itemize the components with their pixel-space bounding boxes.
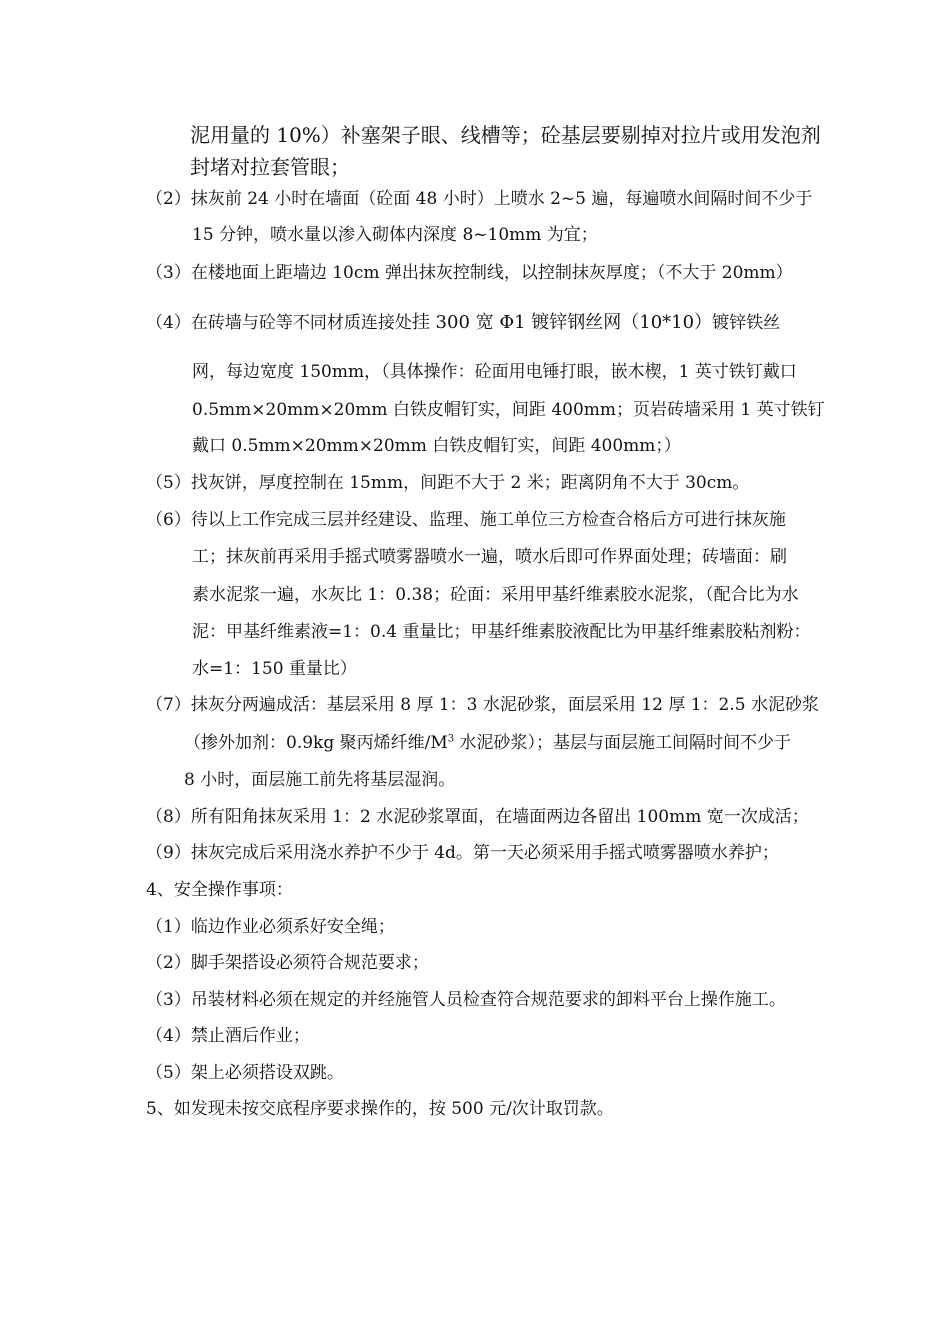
item-5: （5）找灰饼，厚度控制在 15mm，间距不大于 2 米；距离阴角不大于 30cm。: [146, 473, 750, 493]
item-6-line-4: 泥：甲基纤维素液=1：0.4 重量比；甲基纤维素胶液配比为甲基纤维素胶粘剂粉：: [192, 622, 811, 642]
section-5: 5、如发现未按交底程序要求操作的，按 500 元/次计取罚款。: [146, 1099, 614, 1119]
item-4-line-4: 戴口 0.5mm×20mm×20mm 白铁皮帽钉实，间距 400mm；）: [192, 436, 681, 456]
item-8: （8）所有阳角抹灰采用 1：2 水泥砂浆罩面，在墙面两边各留出 100mm 宽一次成活；: [146, 807, 809, 827]
item-2-line-1: （2）抹灰前 24 小时在墙面（砼面 48 小时）上喷水 2~5 遍，每遍喷水间隔时间不少于: [146, 189, 813, 209]
section-4-item-2: （2）脚手架搭设必须符合规范要求；: [146, 953, 429, 973]
item-4-line-1: [146, 312, 780, 334]
item-6-line-1: （6）待以上工作完成三层并经建设、监理、施工单位三方检查合格后方可进行抹灰施: [146, 510, 786, 530]
item-2-line-2: 15 分钟，喷水量以渗入砌体内深度 8~10mm 为宜；: [192, 225, 598, 245]
item-9: （9）抹灰完成后采用浇水养护不少于 4d。第一天必须采用手摇式喷雾器喷水养护；: [146, 843, 779, 863]
section-4-item-1: （1）临边作业必须系好安全绳；: [146, 917, 395, 937]
item-3: （3）在楼地面上距墙边 10cm 弹出抹灰控制线，以控制抹灰厚度；（不大于 20mm）: [146, 263, 793, 283]
item-4-suffix: 镀锌铁丝: [712, 313, 781, 333]
item-7-line-3: 8 小时，面层施工前先将基层湿润。: [184, 770, 456, 790]
item-4-line-3: 0.5mm×20mm×20mm 白铁皮帽钉实，间距 400mm；页岩砖墙采用 1 英寸铁钉: [192, 400, 825, 420]
item-6-line-5: 水=1：150 重量比）: [192, 659, 357, 679]
item-4-emphasis: 挂 300 宽 Φ1 镀锌钢丝网（10*10）: [411, 312, 713, 333]
item-7-line-2-b: 水泥砂浆）；基层与面层施工间隔时间不少于: [454, 733, 792, 753]
item-4-prefix: （4）在砖墙与砼等不同材质连接处: [146, 313, 412, 333]
section-4-item-3: （3）吊装材料必须在规定的并经施管人员检查符合规范要求的卸料平台上操作施工。: [146, 990, 786, 1010]
intro-line-2: 封堵对拉套管眼；: [190, 155, 350, 179]
superscript-3: 3: [447, 733, 455, 745]
item-6-line-2: 工；抹灰前再采用手摇式喷雾器喷水一遍，喷水后即可作界面处理；砖墙面：刷: [192, 547, 787, 567]
item-7-line-2: [184, 732, 791, 754]
item-6-line-3: 素水泥浆一遍，水灰比 1：0.38；砼面：采用甲基纤维素胶水泥浆，（配合比为水: [192, 585, 799, 605]
section-4-item-4: （4）禁止酒后作业；: [146, 1026, 310, 1046]
item-7-line-2-a: （掺外加剂：0.9kg 聚丙烯纤维/M: [184, 733, 448, 753]
section-4-item-5: （5）架上必须搭设双跳。: [146, 1063, 344, 1083]
section-4-title: 4、安全操作事项：: [146, 880, 293, 900]
item-4-line-2: 网，每边宽度 150mm，（具体操作：砼面用电锤打眼，嵌木楔，1 英寸铁钉戴口: [192, 362, 797, 382]
item-7-line-1: （7）抹灰分两遍成活：基层采用 8 厚 1：3 水泥砂浆，面层采用 12 厚 1：2.5 水泥砂浆: [146, 695, 819, 715]
intro-line-1: 泥用量的 10%）补塞架子眼、线槽等；砼基层要剔掉对拉片或用发泡剂: [190, 123, 821, 147]
